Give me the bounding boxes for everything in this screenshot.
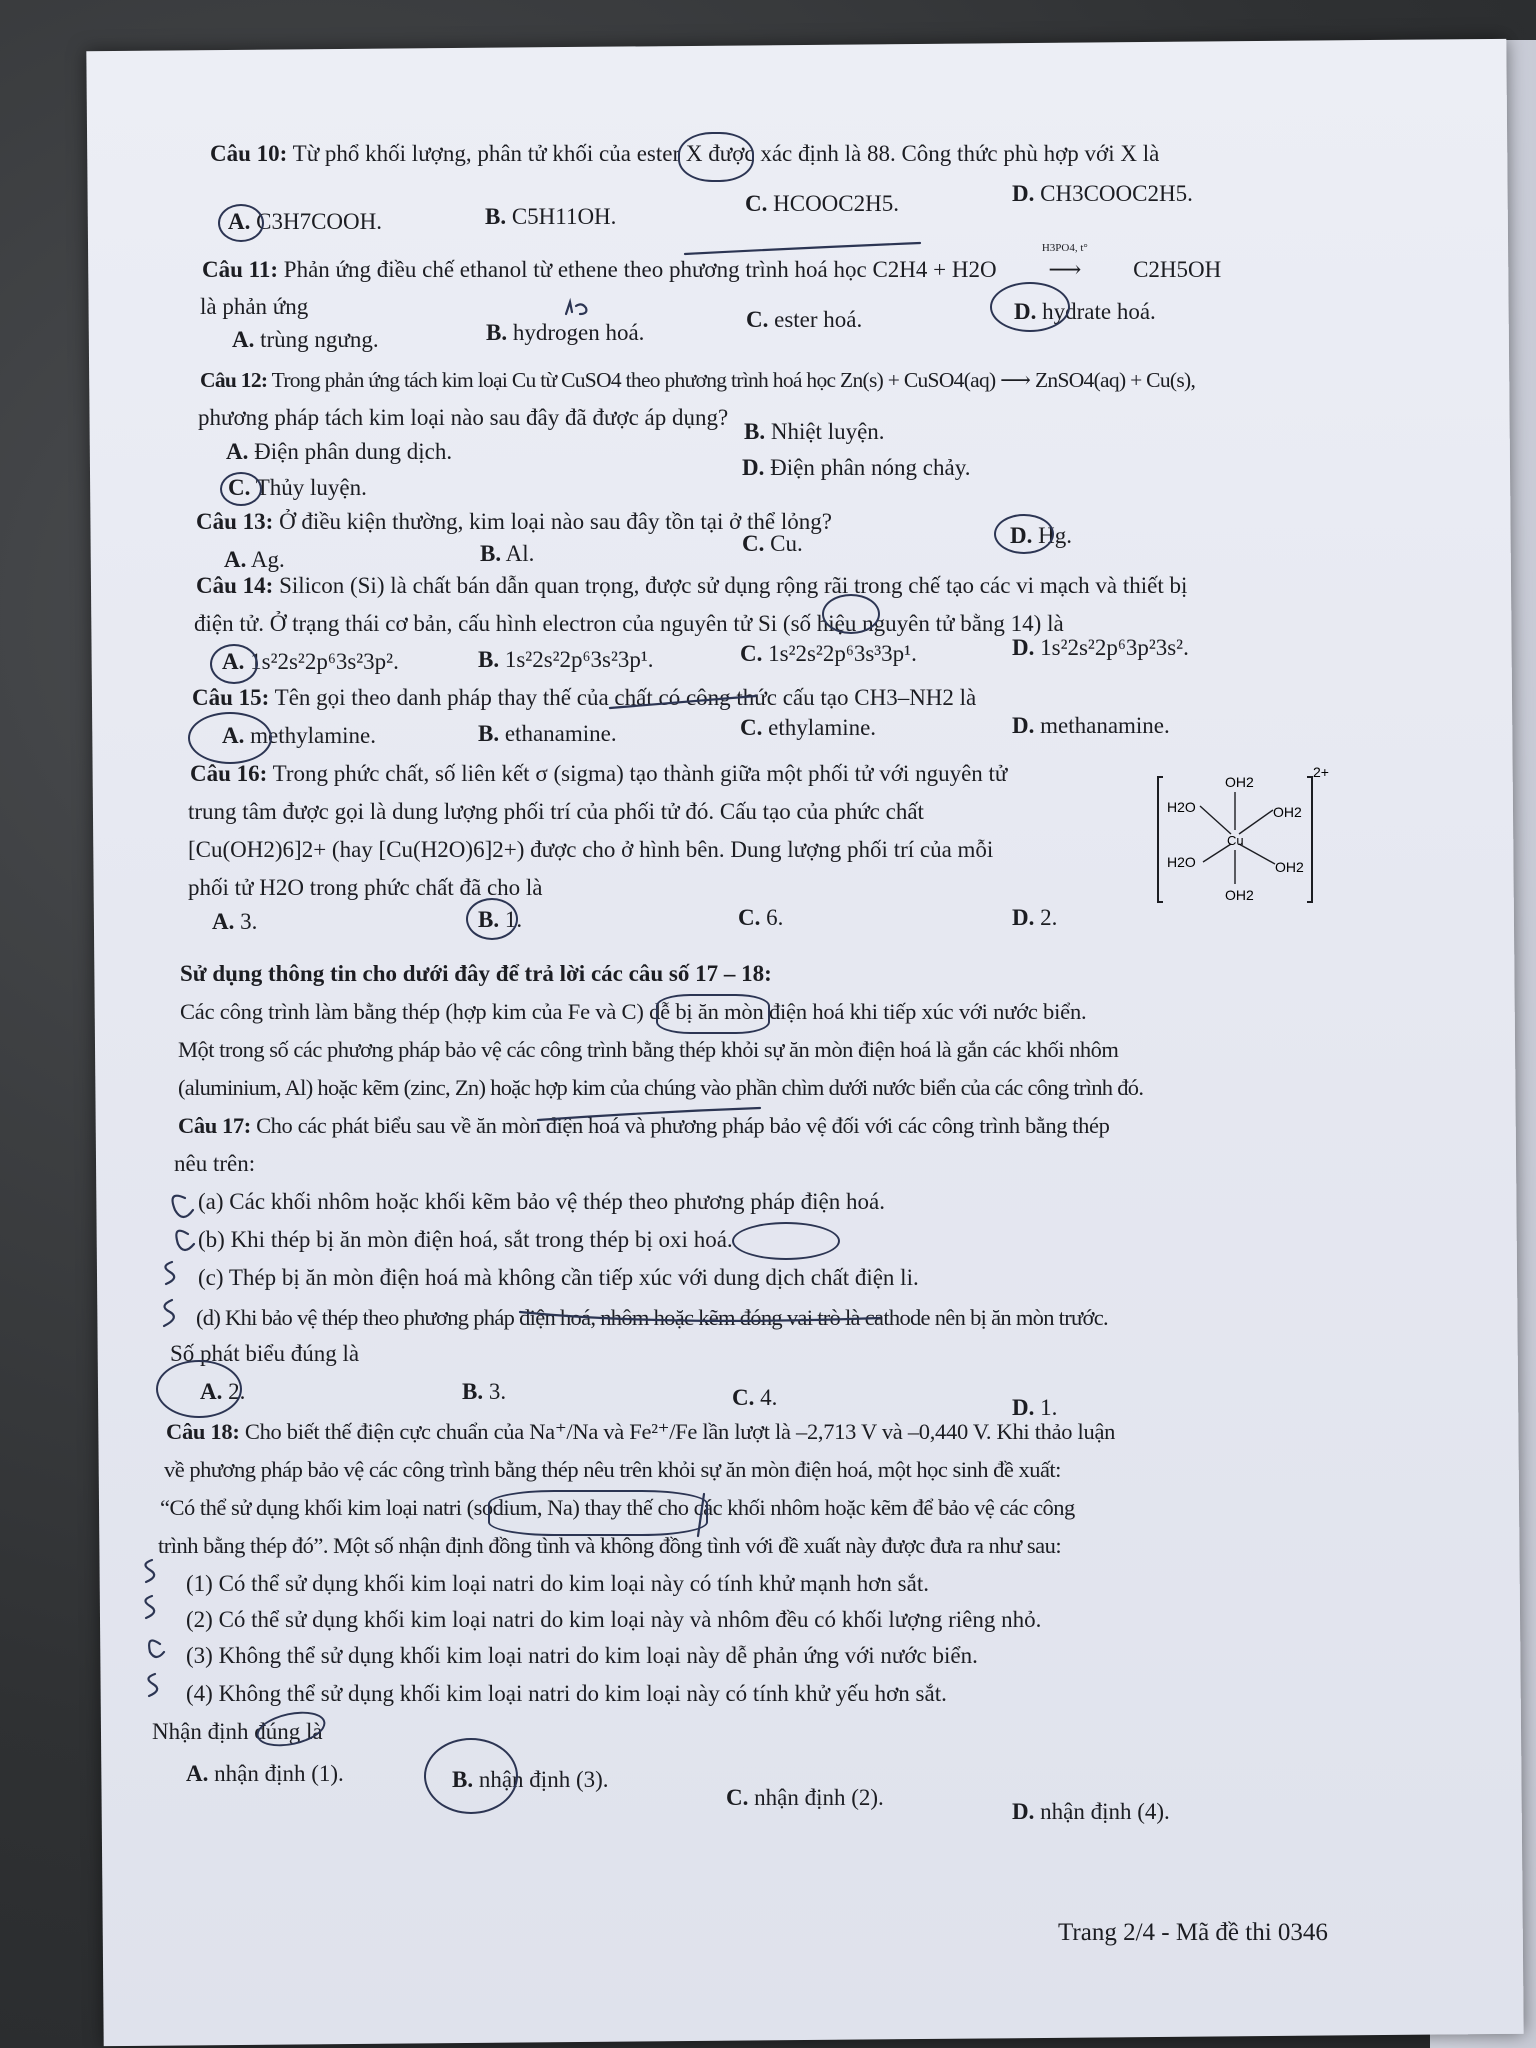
q15-text: Tên gọi theo danh pháp thay thế của chất có công thức cấu tạo CH3–NH2 là xyxy=(274,685,977,710)
q14-text: Silicon (Si) là chất bán dẫn quan trọng, được sử dụng rộng rãi trong chế tạo các vi mạch và thiết bị xyxy=(279,573,1188,598)
q16-option-b[interactable]: B. 1. xyxy=(478,907,523,932)
q16-option-d[interactable]: D. 2. xyxy=(1012,905,1058,930)
q18-stem-3: “Có thể sử dụng khối kim loại natri (sodium, Na) thay thế cho các khối nhôm hoặc kẽm để bảo vệ các công xyxy=(160,1495,1075,1520)
q17-text: Cho các phát biểu sau về ăn mòn điện hoá và phương pháp bảo vệ đối với các công trình bằng thép xyxy=(256,1113,1110,1138)
q12-option-a[interactable]: A. Điện phân dung dịch. xyxy=(226,439,453,464)
q18-stem-1: Câu 18: Cho biết thế điện cực chuẩn của Na⁺/Na và Fe²⁺/Fe lần lượt là –2,713 V và –0,440 V. Khi thảo luận xyxy=(166,1419,1116,1444)
q17-label: Câu 17: xyxy=(178,1113,251,1138)
q18-stem-2: về phương pháp bảo vệ các công trình bằng thép nêu trên khỏi sự ăn mòn điện hoá, một học sinh đề xuất: xyxy=(164,1457,1061,1482)
q13-option-a[interactable]: A. Ag. xyxy=(224,547,285,572)
q11-label: Câu 11: xyxy=(202,257,279,282)
q10-text: Từ phổ khối lượng, phân tử khối của ester X được xác định là 88. Công thức phù hợp với X là xyxy=(292,141,1160,166)
q12-option-b[interactable]: B. Nhiệt luyện. xyxy=(744,419,885,444)
q18-question: Nhận định đúng là xyxy=(152,1719,323,1744)
q10-option-b[interactable]: B. C5H11OH. xyxy=(485,204,617,229)
q15-option-c[interactable]: C. ethylamine. xyxy=(740,715,877,740)
q15-option-d[interactable]: D. methanamine. xyxy=(1012,713,1170,738)
ligand-top: OH2 xyxy=(1225,774,1254,790)
q15-option-b[interactable]: B. ethanamine. xyxy=(478,721,617,746)
ink-mark-s-d xyxy=(164,1300,174,1326)
q17-question: Số phát biểu đúng là xyxy=(170,1341,360,1366)
q18-statement-3: (3) Không thể sử dụng khối kim loại natri do kim loại này dễ phản ứng với nước biển. xyxy=(186,1643,978,1668)
q16-stem-1: Câu 16: Trong phức chất, số liên kết σ (sigma) tạo thành giữa một phối tử với nguyên tử xyxy=(190,761,1008,786)
q11-catalyst: H3PO4, t° xyxy=(1041,242,1088,254)
ink-mark-3 xyxy=(149,1640,164,1657)
complex-charge: 2+ xyxy=(1313,764,1329,780)
q16-option-a[interactable]: A. 3. xyxy=(212,909,258,934)
q18-statement-1: (1) Có thể sử dụng khối kim loại natri do kim loại này có tính khử mạnh hơn sắt. xyxy=(186,1571,929,1596)
q17-option-b[interactable]: B. 3. xyxy=(462,1379,507,1404)
q16-stem-3: [Cu(OH2)6]2+ (hay [Cu(H2O)6]2+) được cho ở hình bên. Dung lượng phối trí của mỗi xyxy=(188,837,994,862)
q15-label: Câu 15: xyxy=(192,685,270,710)
q10-label: Câu 10: xyxy=(210,141,288,166)
q18-option-d[interactable]: D. nhận định (4). xyxy=(1012,1799,1170,1824)
q13-label: Câu 13: xyxy=(196,509,274,534)
q14-option-d[interactable]: D. 1s²2s²2p⁶3p²3s². xyxy=(1012,635,1189,660)
q16-option-c[interactable]: C. 6. xyxy=(738,905,784,930)
q17-statement-a: (a) Các khối nhôm hoặc khối kẽm bảo vệ thép theo phương pháp điện hoá. xyxy=(198,1189,885,1214)
q10-option-d[interactable]: D. CH3COOC2H5. xyxy=(1012,181,1193,206)
ink-mark-s-1 xyxy=(145,1560,154,1582)
ink-mark-a xyxy=(173,1196,193,1217)
q16-stem-2: trung tâm được gọi là dung lượng phối trí của phối tử đó. Cấu tạo của phức chất xyxy=(188,799,924,824)
q13-option-c[interactable]: C. Cu. xyxy=(742,531,803,556)
q14-option-a[interactable]: A. 1s²2s²2p⁶3s²3p². xyxy=(222,649,399,674)
q14-option-c[interactable]: C. 1s²2s²2p⁶3s³3p¹. xyxy=(740,641,917,666)
q17-stem-2: nêu trên: xyxy=(174,1151,256,1176)
q18-statement-2: (2) Có thể sử dụng khối kim loại natri do kim loại này và nhôm đều có khối lượng riêng nhỏ. xyxy=(186,1607,1042,1632)
q11-option-b[interactable]: B. hydrogen hoá. xyxy=(486,320,645,345)
ligand-bottom: OH2 xyxy=(1225,887,1254,903)
info-line-1: Các công trình làm bằng thép (hợp kim của Fe và C) dễ bị ăn mòn điện hoá khi tiếp xúc với nước biển. xyxy=(180,999,1087,1024)
info-line-2: Một trong số các phương pháp bảo vệ các công trình bằng thép khỏi sự ăn mòn điện hoá là gắn các khối nhôm xyxy=(178,1037,1119,1062)
q12-option-d[interactable]: D. Điện phân nóng chảy. xyxy=(742,455,971,480)
q18-option-a[interactable]: A. nhận định (1). xyxy=(186,1761,344,1786)
ligand-lower-right: OH2 xyxy=(1275,859,1304,875)
info-title: Sử dụng thông tin cho dưới đây để trả lời các câu số 17 – 18: xyxy=(180,961,772,986)
ink-scribble-tla xyxy=(566,302,586,314)
q11-stem-2: là phản ứng xyxy=(200,294,309,319)
q11-option-d[interactable]: D. hydrate hoá. xyxy=(1014,299,1156,324)
ink-underline-q15 xyxy=(610,696,756,708)
q17-statement-d: (d) Khi bảo vệ thép theo phương pháp điện hoá, nhôm hoặc kẽm đóng vai trò là cathode nên bị ăn mòn trước. xyxy=(196,1305,1108,1330)
q17-option-d[interactable]: D. 1. xyxy=(1012,1395,1058,1420)
q11-reaction-arrow: H3PO4, t° ⟶ xyxy=(1002,256,1127,284)
q14-option-b[interactable]: B. 1s²2s²2p⁶3s²3p¹. xyxy=(478,647,654,672)
ink-underline-q17 xyxy=(538,1108,760,1120)
q11-text: Phản ứng điều chế ethanol từ ethene theo phương trình hoá học xyxy=(283,257,867,282)
q11-option-a[interactable]: A. trùng ngưng. xyxy=(232,327,379,352)
q17-option-c[interactable]: C. 4. xyxy=(732,1385,778,1410)
q16-label: Câu 16: xyxy=(190,761,268,786)
ink-mark-b xyxy=(176,1231,194,1250)
ink-slash xyxy=(698,1494,704,1536)
q18-label: Câu 18: xyxy=(166,1419,240,1444)
q12-text: Trong phản ứng tách kim loại Cu từ CuSO4 theo phương trình hoá học Zn(s) + CuSO4(aq) ⟶ ZnSO4(aq) + Cu(s), xyxy=(271,368,1196,392)
q12-stem-2: phương pháp tách kim loại nào sau đây đã được áp dụng? xyxy=(198,405,729,430)
page-footer: Trang 2/4 - Mã đề thi 0346 xyxy=(1058,1919,1328,1946)
ligand-upper-right: OH2 xyxy=(1273,804,1302,820)
q13-option-d[interactable]: D. Hg. xyxy=(1010,523,1072,548)
q14-stem-2: điện tử. Ở trạng thái cơ bản, cấu hình electron của nguyên tử Si (số hiệu nguyên tử bằng 14) là xyxy=(194,611,1064,636)
q13-option-b[interactable]: B. Al. xyxy=(480,541,535,566)
q15-option-a[interactable]: A. methylamine. xyxy=(222,723,376,748)
q12-label: Câu 12: xyxy=(200,368,268,392)
q13-text: Ở điều kiện thường, kim loại nào sau đây tồn tại ở thể lỏng? xyxy=(279,509,832,534)
ligand-lower-left: H2O xyxy=(1167,854,1196,870)
q14-label: Câu 14: xyxy=(196,573,274,598)
q18-option-b[interactable]: B. nhận định (3). xyxy=(452,1767,609,1792)
q10-option-a[interactable]: A. C3H7COOH. xyxy=(228,209,382,234)
q11-option-c[interactable]: C. ester hoá. xyxy=(746,307,863,332)
q11-equation-right: C2H5OH xyxy=(1133,257,1222,282)
q12-option-c[interactable]: C. Thủy luyện. xyxy=(228,475,367,500)
q18-option-c[interactable]: C. nhận định (2). xyxy=(726,1785,884,1810)
q18-statement-4: (4) Không thể sử dụng khối kim loại natri do kim loại này có tính khử yếu hơn sắt. xyxy=(186,1681,947,1706)
ink-mark-s-2 xyxy=(145,1596,154,1618)
ink-mark-s-4 xyxy=(148,1674,157,1696)
q17-statement-b: (b) Khi thép bị ăn mòn điện hoá, sắt trong thép bị oxi hoá. xyxy=(198,1227,733,1252)
q10-option-c[interactable]: C. HCOOC2H5. xyxy=(745,191,899,216)
q18-stem-4: trình bằng thép đó”. Một số nhận định đồng tình và không đồng tình với đề xuất này được đưa ra như sau: xyxy=(158,1533,1062,1558)
q17-option-a[interactable]: A. 2. xyxy=(200,1379,246,1404)
ink-underline-d xyxy=(520,1312,880,1321)
ink-mark-s-c xyxy=(165,1262,174,1284)
ligand-upper-left: H2O xyxy=(1167,799,1196,815)
q17-statement-c: (c) Thép bị ăn mòn điện hoá mà không cần tiếp xúc với dung dịch chất điện li. xyxy=(198,1265,919,1290)
q11-equation-left: C2H4 + H2O xyxy=(872,257,997,282)
ink-underline-q11 xyxy=(685,243,920,254)
central-atom: Cu xyxy=(1227,833,1244,848)
info-line-3: (aluminium, Al) hoặc kẽm (zinc, Zn) hoặc hợp kim của chúng vào phần chìm dưới nước biển của các công trình đó. xyxy=(178,1075,1144,1100)
q16-stem-4: phối tử H2O trong phức chất đã cho là xyxy=(188,875,543,900)
